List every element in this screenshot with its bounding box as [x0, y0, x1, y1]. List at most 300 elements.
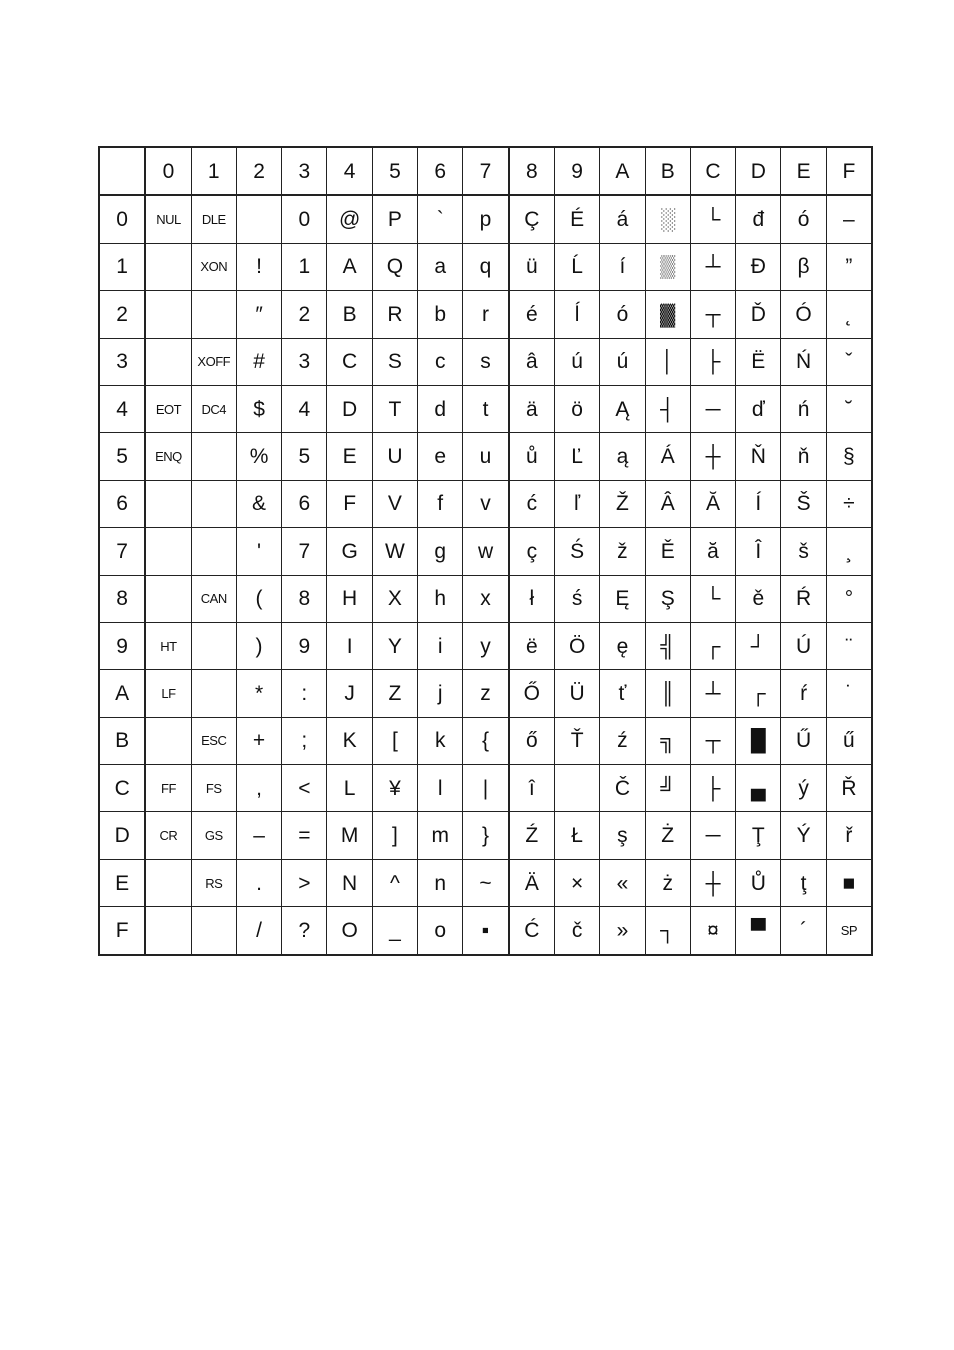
table-cell: Ę: [600, 575, 645, 622]
header-row: [99, 147, 872, 195]
character-code-table: [98, 146, 873, 956]
table-cell: ť: [600, 670, 645, 717]
table-cell: ů: [509, 433, 555, 480]
table-cell: R: [372, 291, 417, 338]
table-cell: ń: [781, 385, 826, 432]
table-cell: ┼: [690, 433, 735, 480]
table-cell: P: [372, 195, 417, 243]
table-cell: ě: [736, 575, 781, 622]
table-cell: Ů: [736, 859, 781, 906]
table-cell: Ó: [781, 291, 826, 338]
column-header: E: [781, 147, 826, 195]
table-cell: a: [418, 243, 463, 290]
table-cell: }: [463, 812, 509, 859]
table-cell: Ç: [509, 195, 555, 243]
table-cell: Z: [372, 670, 417, 717]
table-cell: [191, 907, 236, 955]
table-cell: É: [554, 195, 599, 243]
table-cell: ¸: [826, 528, 872, 575]
table-cell: DLE: [191, 195, 236, 243]
table-cell: =: [282, 812, 327, 859]
table-cell: g: [418, 528, 463, 575]
table-cell: └: [690, 575, 735, 622]
table-cell: *: [236, 670, 281, 717]
table-cell: [191, 480, 236, 527]
table-row: [99, 385, 872, 432]
table-cell: h: [418, 575, 463, 622]
table-cell: ├: [690, 765, 735, 812]
table-cell: !: [236, 243, 281, 290]
table-cell: ţ: [781, 859, 826, 906]
row-header: A: [99, 670, 145, 717]
column-header: F: [826, 147, 872, 195]
column-header: 2: [236, 147, 281, 195]
column-header: 3: [282, 147, 327, 195]
table-cell: U: [372, 433, 417, 480]
table-cell: r: [463, 291, 509, 338]
table-cell: î: [509, 765, 555, 812]
table-cell: █: [736, 717, 781, 764]
table-cell: ú: [554, 338, 599, 385]
column-header: C: [690, 147, 735, 195]
table-cell: [191, 528, 236, 575]
table-cell: [236, 195, 281, 243]
table-cell: Ö: [554, 622, 599, 669]
table-cell: ]: [372, 812, 417, 859]
table-cell: ä: [509, 385, 555, 432]
table-cell: 9: [282, 622, 327, 669]
table-cell: N: [327, 859, 372, 906]
table-cell: ■: [826, 859, 872, 906]
table-row: [99, 859, 872, 906]
row-header: 1: [99, 243, 145, 290]
table-cell: S: [372, 338, 417, 385]
table-cell: [191, 433, 236, 480]
table-cell: DC4: [191, 385, 236, 432]
table-row: [99, 812, 872, 859]
table-cell: &: [236, 480, 281, 527]
table-cell: ┬: [690, 291, 735, 338]
table-cell: FF: [145, 765, 191, 812]
table-row: [99, 717, 872, 764]
table-cell: [145, 480, 191, 527]
table-cell: Š: [781, 480, 826, 527]
table-cell: Y: [372, 622, 417, 669]
table-cell: ║: [645, 670, 690, 717]
table-cell: Ä: [509, 859, 555, 906]
table-row: [99, 670, 872, 717]
table-row: [99, 907, 872, 955]
table-cell: 2: [282, 291, 327, 338]
table-cell: ╗: [645, 717, 690, 764]
row-header: 0: [99, 195, 145, 243]
table-cell: á: [600, 195, 645, 243]
table-cell: ˇ: [826, 338, 872, 385]
table-cell: ´: [781, 907, 826, 955]
table-cell: [145, 717, 191, 764]
table-cell: #: [236, 338, 281, 385]
table-cell: Ŕ: [781, 575, 826, 622]
table-cell: %: [236, 433, 281, 480]
table-cell: L: [327, 765, 372, 812]
table-cell: ë: [509, 622, 555, 669]
table-cell: {: [463, 717, 509, 764]
table-cell: A: [327, 243, 372, 290]
table-cell: ÷: [826, 480, 872, 527]
table-cell: s: [463, 338, 509, 385]
table-cell: [554, 765, 599, 812]
table-cell: ^: [372, 859, 417, 906]
table-row: [99, 433, 872, 480]
row-header: 9: [99, 622, 145, 669]
table-cell: [145, 243, 191, 290]
table-cell: o: [418, 907, 463, 955]
table-cell: FS: [191, 765, 236, 812]
table-cell: [145, 575, 191, 622]
table-cell: CR: [145, 812, 191, 859]
row-header: B: [99, 717, 145, 764]
table-cell: D: [327, 385, 372, 432]
table-cell: Ż: [645, 812, 690, 859]
table-cell: ş: [600, 812, 645, 859]
table-cell: ó: [600, 291, 645, 338]
table-cell: ▀: [736, 907, 781, 955]
table-cell: Ő: [509, 670, 555, 717]
table-cell: Ď: [736, 291, 781, 338]
column-header: D: [736, 147, 781, 195]
table-cell: ň: [781, 433, 826, 480]
table-cell: B: [327, 291, 372, 338]
table-cell: ľ: [554, 480, 599, 527]
table-row: [99, 575, 872, 622]
table-cell: ┴: [690, 670, 735, 717]
table-cell: [145, 859, 191, 906]
table-cell: Ű: [781, 717, 826, 764]
table-cell: Â: [645, 480, 690, 527]
table-cell: â: [509, 338, 555, 385]
table-cell: ,: [236, 765, 281, 812]
table-cell: I: [327, 622, 372, 669]
table-cell: f: [418, 480, 463, 527]
table-cell: d: [418, 385, 463, 432]
table-cell: HT: [145, 622, 191, 669]
table-cell: §: [826, 433, 872, 480]
table-cell: ř: [826, 812, 872, 859]
table-cell: ENQ: [145, 433, 191, 480]
table-cell: H: [327, 575, 372, 622]
table-cell: 1: [282, 243, 327, 290]
row-header: 2: [99, 291, 145, 338]
table-cell: 7: [282, 528, 327, 575]
table-cell: Ľ: [554, 433, 599, 480]
table-cell: .: [236, 859, 281, 906]
table-cell: ü: [509, 243, 555, 290]
table-cell: Ě: [645, 528, 690, 575]
table-cell: ˙: [826, 670, 872, 717]
row-header: 7: [99, 528, 145, 575]
table-cell: ▄: [736, 765, 781, 812]
table-cell: j: [418, 670, 463, 717]
table-cell: O: [327, 907, 372, 955]
table-cell: <: [282, 765, 327, 812]
table-cell: ő: [509, 717, 555, 764]
table-cell: ˛: [826, 291, 872, 338]
table-cell: Ş: [645, 575, 690, 622]
table-row: [99, 291, 872, 338]
table-cell: Ń: [781, 338, 826, 385]
table-cell: ″: [236, 291, 281, 338]
table-cell: ¨: [826, 622, 872, 669]
table-cell: 8: [282, 575, 327, 622]
table-cell: Ţ: [736, 812, 781, 859]
table-cell: [191, 670, 236, 717]
table-cell: ▒: [645, 243, 690, 290]
table-cell: LF: [145, 670, 191, 717]
table-cell: └: [690, 195, 735, 243]
corner-cell: [99, 147, 145, 195]
column-header: 5: [372, 147, 417, 195]
table-cell: (: [236, 575, 281, 622]
table-cell: Ú: [781, 622, 826, 669]
table-cell: ś: [554, 575, 599, 622]
row-header: 5: [99, 433, 145, 480]
table-cell: 0: [282, 195, 327, 243]
table-cell: «: [600, 859, 645, 906]
table-cell: [145, 528, 191, 575]
table-cell: ;: [282, 717, 327, 764]
table-cell: Ă: [690, 480, 735, 527]
table-cell: M: [327, 812, 372, 859]
table-cell: NUL: [145, 195, 191, 243]
table-cell: Ň: [736, 433, 781, 480]
table-cell: C: [327, 338, 372, 385]
table-cell: SP: [826, 907, 872, 955]
table-cell: [145, 907, 191, 955]
table-cell: š: [781, 528, 826, 575]
table-cell: x: [463, 575, 509, 622]
table-cell: ├: [690, 338, 735, 385]
table-cell: ű: [826, 717, 872, 764]
table-cell: Č: [600, 765, 645, 812]
table-cell: é: [509, 291, 555, 338]
table-cell: [191, 291, 236, 338]
table-cell: Ü: [554, 670, 599, 717]
table-cell: Ë: [736, 338, 781, 385]
table-cell: K: [327, 717, 372, 764]
table-cell: p: [463, 195, 509, 243]
row-header: 3: [99, 338, 145, 385]
table-cell: >: [282, 859, 327, 906]
table-cell: ╣: [645, 622, 690, 669]
table-cell: Ý: [781, 812, 826, 859]
table-cell: đ: [736, 195, 781, 243]
table-cell: ┴: [690, 243, 735, 290]
table-cell: u: [463, 433, 509, 480]
table-cell: [145, 291, 191, 338]
table-cell: $: [236, 385, 281, 432]
table-cell: ┼: [690, 859, 735, 906]
table-cell: l: [418, 765, 463, 812]
table-cell: ö: [554, 385, 599, 432]
column-header: A: [600, 147, 645, 195]
table-cell: W: [372, 528, 417, 575]
table-cell: Î: [736, 528, 781, 575]
table-cell: ┌: [736, 670, 781, 717]
table-cell: ~: [463, 859, 509, 906]
row-header: F: [99, 907, 145, 955]
table-cell: 5: [282, 433, 327, 480]
table-row: [99, 765, 872, 812]
column-header: 0: [145, 147, 191, 195]
table-cell: ): [236, 622, 281, 669]
table-cell: ¥: [372, 765, 417, 812]
table-cell: ░: [645, 195, 690, 243]
table-cell: ą: [600, 433, 645, 480]
table-cell: Ą: [600, 385, 645, 432]
table-cell: ▓: [645, 291, 690, 338]
table-cell: í: [600, 243, 645, 290]
table-row: [99, 528, 872, 575]
table-cell: X: [372, 575, 417, 622]
table-cell: y: [463, 622, 509, 669]
column-header: 6: [418, 147, 463, 195]
column-header: 4: [327, 147, 372, 195]
table-cell: ─: [690, 812, 735, 859]
table-cell: Ž: [600, 480, 645, 527]
table-cell: z: [463, 670, 509, 717]
table-cell: –: [826, 195, 872, 243]
table-cell: i: [418, 622, 463, 669]
table-cell: b: [418, 291, 463, 338]
row-header: 4: [99, 385, 145, 432]
table-cell: /: [236, 907, 281, 955]
table-cell: `: [418, 195, 463, 243]
table-cell: F: [327, 480, 372, 527]
table-cell: Ĺ: [554, 243, 599, 290]
table-cell: Á: [645, 433, 690, 480]
table-cell: ˘: [826, 385, 872, 432]
table-cell: 4: [282, 385, 327, 432]
table-cell: Ć: [509, 907, 555, 955]
table-cell: Ř: [826, 765, 872, 812]
table-cell: ŕ: [781, 670, 826, 717]
table-cell: »: [600, 907, 645, 955]
table-cell: q: [463, 243, 509, 290]
table-cell: w: [463, 528, 509, 575]
row-header: D: [99, 812, 145, 859]
table-cell: Ł: [554, 812, 599, 859]
table-cell: č: [554, 907, 599, 955]
table-cell: 3: [282, 338, 327, 385]
table-cell: Ť: [554, 717, 599, 764]
table-cell: ┐: [645, 907, 690, 955]
table-cell: k: [418, 717, 463, 764]
table-cell: t: [463, 385, 509, 432]
table-cell: ç: [509, 528, 555, 575]
table-cell: Í: [736, 480, 781, 527]
table-cell: Ź: [509, 812, 555, 859]
table-cell: ': [236, 528, 281, 575]
table-cell: ó: [781, 195, 826, 243]
table-cell: ┌: [690, 622, 735, 669]
table-cell: ▪: [463, 907, 509, 955]
table-cell: V: [372, 480, 417, 527]
table-cell: [: [372, 717, 417, 764]
table-cell: m: [418, 812, 463, 859]
column-header: 1: [191, 147, 236, 195]
column-header: 9: [554, 147, 599, 195]
table-cell: CAN: [191, 575, 236, 622]
table-cell: ”: [826, 243, 872, 290]
table-row: [99, 622, 872, 669]
table-cell: XOFF: [191, 338, 236, 385]
table-cell: @: [327, 195, 372, 243]
table-cell: ż: [645, 859, 690, 906]
table-cell: ESC: [191, 717, 236, 764]
table-cell: –: [236, 812, 281, 859]
table-cell: ć: [509, 480, 555, 527]
row-header: 6: [99, 480, 145, 527]
table-row: [99, 243, 872, 290]
table-cell: ĺ: [554, 291, 599, 338]
table-cell: Q: [372, 243, 417, 290]
table-cell: ┘: [736, 622, 781, 669]
column-header: 8: [509, 147, 555, 195]
table-cell: ?: [282, 907, 327, 955]
row-header: C: [99, 765, 145, 812]
table-cell: G: [327, 528, 372, 575]
table-cell: v: [463, 480, 509, 527]
table-cell: 6: [282, 480, 327, 527]
table-cell: e: [418, 433, 463, 480]
table-row: [99, 195, 872, 243]
table-cell: ×: [554, 859, 599, 906]
table-cell: ź: [600, 717, 645, 764]
table-cell: ž: [600, 528, 645, 575]
table-cell: °: [826, 575, 872, 622]
table-cell: _: [372, 907, 417, 955]
table-cell: ý: [781, 765, 826, 812]
table-cell: ─: [690, 385, 735, 432]
table-cell: XON: [191, 243, 236, 290]
table-body: [99, 147, 872, 955]
table-cell: ┬: [690, 717, 735, 764]
table-cell: RS: [191, 859, 236, 906]
table-cell: J: [327, 670, 372, 717]
table-cell: ╝: [645, 765, 690, 812]
column-header: B: [645, 147, 690, 195]
row-header: 8: [99, 575, 145, 622]
table-cell: Ś: [554, 528, 599, 575]
table-cell: c: [418, 338, 463, 385]
table-cell: [191, 622, 236, 669]
table-cell: β: [781, 243, 826, 290]
table-cell: ¤: [690, 907, 735, 955]
table-cell: │: [645, 338, 690, 385]
table-cell: ł: [509, 575, 555, 622]
table-cell: E: [327, 433, 372, 480]
table-cell: ď: [736, 385, 781, 432]
table-cell: ┤: [645, 385, 690, 432]
table-cell: ă: [690, 528, 735, 575]
table-cell: Đ: [736, 243, 781, 290]
table-cell: ú: [600, 338, 645, 385]
table-cell: :: [282, 670, 327, 717]
row-header: E: [99, 859, 145, 906]
table-cell: +: [236, 717, 281, 764]
table-cell: EOT: [145, 385, 191, 432]
table-cell: T: [372, 385, 417, 432]
